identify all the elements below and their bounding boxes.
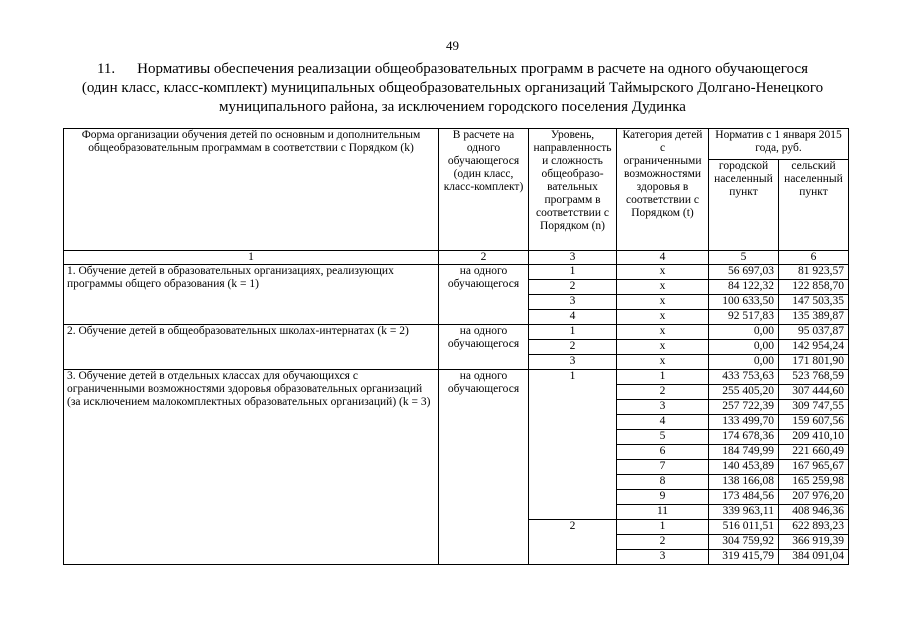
urban-value-cell: 100 633,50 [709, 295, 779, 310]
category-cell: 8 [617, 475, 709, 490]
form-cell: 2. Обучение детей в общеобразовательных школах-интернатах (k = 2) [64, 325, 439, 370]
rural-value-cell: 209 410,10 [779, 430, 849, 445]
category-cell: х [617, 295, 709, 310]
rural-value-cell: 165 259,98 [779, 475, 849, 490]
column-number-row [64, 251, 849, 265]
rural-value-cell: 159 607,56 [779, 415, 849, 430]
level-cell: 4 [529, 310, 617, 325]
table-row [64, 370, 849, 385]
urban-value-cell: 433 753,63 [709, 370, 779, 385]
urban-value-cell: 0,00 [709, 340, 779, 355]
urban-value-cell: 257 722,39 [709, 400, 779, 415]
level-cell: 2 [529, 340, 617, 355]
category-cell: 3 [617, 550, 709, 565]
urban-value-cell: 184 749,99 [709, 445, 779, 460]
document-heading [60, 60, 845, 117]
level-cell: 1 [529, 265, 617, 280]
rural-value-cell: 95 037,87 [779, 325, 849, 340]
category-cell: 9 [617, 490, 709, 505]
category-cell: х [617, 280, 709, 295]
category-cell: 3 [617, 400, 709, 415]
level-cell: 1 [529, 325, 617, 340]
heading-line-2: (один класс, класс-комплект) муниципальных общеобразовательных организаций Таймырского Долгано-Ненецкого [81, 80, 824, 96]
header-urban: городской населенный пункт [709, 160, 779, 251]
normatives-table [63, 128, 849, 565]
header-per: В расчете на одного обучающегося (один класс, класс-комплект) [439, 129, 529, 251]
urban-value-cell: 133 499,70 [709, 415, 779, 430]
category-cell: 6 [617, 445, 709, 460]
category-cell: 2 [617, 385, 709, 400]
page-number: 49 [446, 38, 459, 53]
category-cell: 7 [617, 460, 709, 475]
urban-value-cell: 304 759,92 [709, 535, 779, 550]
category-cell: 5 [617, 430, 709, 445]
header-norm: Норматив с 1 января 2015 года, руб. [709, 129, 849, 160]
header-level: Уровень, направленность и сложность общеобразо-вательных программ в соответствии с Порядком (n) [529, 129, 617, 251]
urban-value-cell: 140 453,89 [709, 460, 779, 475]
urban-value-cell: 92 517,83 [709, 310, 779, 325]
rural-value-cell: 171 801,90 [779, 355, 849, 370]
urban-value-cell: 174 678,36 [709, 430, 779, 445]
urban-value-cell: 56 697,03 [709, 265, 779, 280]
header-category: Категория детей с ограниченными возможностями здоровья в соответствии с Порядком (t) [617, 129, 709, 251]
rural-value-cell: 147 503,35 [779, 295, 849, 310]
col-number: 5 [709, 251, 779, 265]
rural-value-cell: 366 919,39 [779, 535, 849, 550]
category-cell: х [617, 325, 709, 340]
rural-value-cell: 207 976,20 [779, 490, 849, 505]
section-number: 11. [96, 61, 116, 77]
rural-value-cell: 221 660,49 [779, 445, 849, 460]
col-number: 4 [617, 251, 709, 265]
category-cell: 1 [617, 370, 709, 385]
urban-value-cell: 173 484,56 [709, 490, 779, 505]
rural-value-cell: 135 389,87 [779, 310, 849, 325]
rural-value-cell: 142 954,24 [779, 340, 849, 355]
category-cell: х [617, 340, 709, 355]
urban-value-cell: 84 122,32 [709, 280, 779, 295]
urban-value-cell: 516 011,51 [709, 520, 779, 535]
table-row [64, 265, 849, 280]
per-cell: на одного обучающегося [439, 370, 529, 565]
form-cell: 3. Обучение детей в отдельных классах для обучающихся с ограниченными возможностями здоровья образовательных организаций (за исключением малокомплектных образовательных организаций) (k = 3) [64, 370, 439, 565]
header-form: Форма организации обучения детей по основным и дополнительным общеобразовательным программам в соответствии с Порядком (k) [64, 129, 439, 251]
rural-value-cell: 622 893,23 [779, 520, 849, 535]
rural-value-cell: 307 444,60 [779, 385, 849, 400]
level-cell: 2 [529, 280, 617, 295]
rural-value-cell: 122 858,70 [779, 280, 849, 295]
col-number: 2 [439, 251, 529, 265]
heading-line-1 [60, 60, 845, 79]
table-row [64, 325, 849, 340]
rural-value-cell: 523 768,59 [779, 370, 849, 385]
rural-value-cell: 309 747,55 [779, 400, 849, 415]
urban-value-cell: 0,00 [709, 325, 779, 340]
heading-line-1-text: Нормативы обеспечения реализации общеобразовательных программ в расчете на одного обучающегося [137, 61, 809, 77]
urban-value-cell: 319 415,79 [709, 550, 779, 565]
urban-value-cell: 255 405,20 [709, 385, 779, 400]
form-cell: 1. Обучение детей в образовательных организациях, реализующих программы общего образования (k = 1) [64, 265, 439, 325]
urban-value-cell: 339 963,11 [709, 505, 779, 520]
rural-value-cell: 384 091,04 [779, 550, 849, 565]
level-cell: 3 [529, 355, 617, 370]
rural-value-cell: 81 923,57 [779, 265, 849, 280]
category-cell: 2 [617, 535, 709, 550]
header-rural: сельский населенный пункт [779, 160, 849, 251]
rural-value-cell: 167 965,67 [779, 460, 849, 475]
level-cell: 1 [529, 370, 617, 520]
urban-value-cell: 138 166,08 [709, 475, 779, 490]
table-body [64, 265, 849, 565]
urban-value-cell: 0,00 [709, 355, 779, 370]
per-cell: на одного обучающегося [439, 325, 529, 370]
category-cell: 4 [617, 415, 709, 430]
category-cell: 11 [617, 505, 709, 520]
category-cell: 1 [617, 520, 709, 535]
per-cell: на одного обучающегося [439, 265, 529, 325]
rural-value-cell: 408 946,36 [779, 505, 849, 520]
category-cell: х [617, 265, 709, 280]
col-number: 6 [779, 251, 849, 265]
category-cell: х [617, 310, 709, 325]
category-cell: х [617, 355, 709, 370]
level-cell: 2 [529, 520, 617, 565]
level-cell: 3 [529, 295, 617, 310]
heading-line-3: муниципального района, за исключением городского поселения Дудинка [219, 99, 686, 115]
col-number: 1 [64, 251, 439, 265]
col-number: 3 [529, 251, 617, 265]
